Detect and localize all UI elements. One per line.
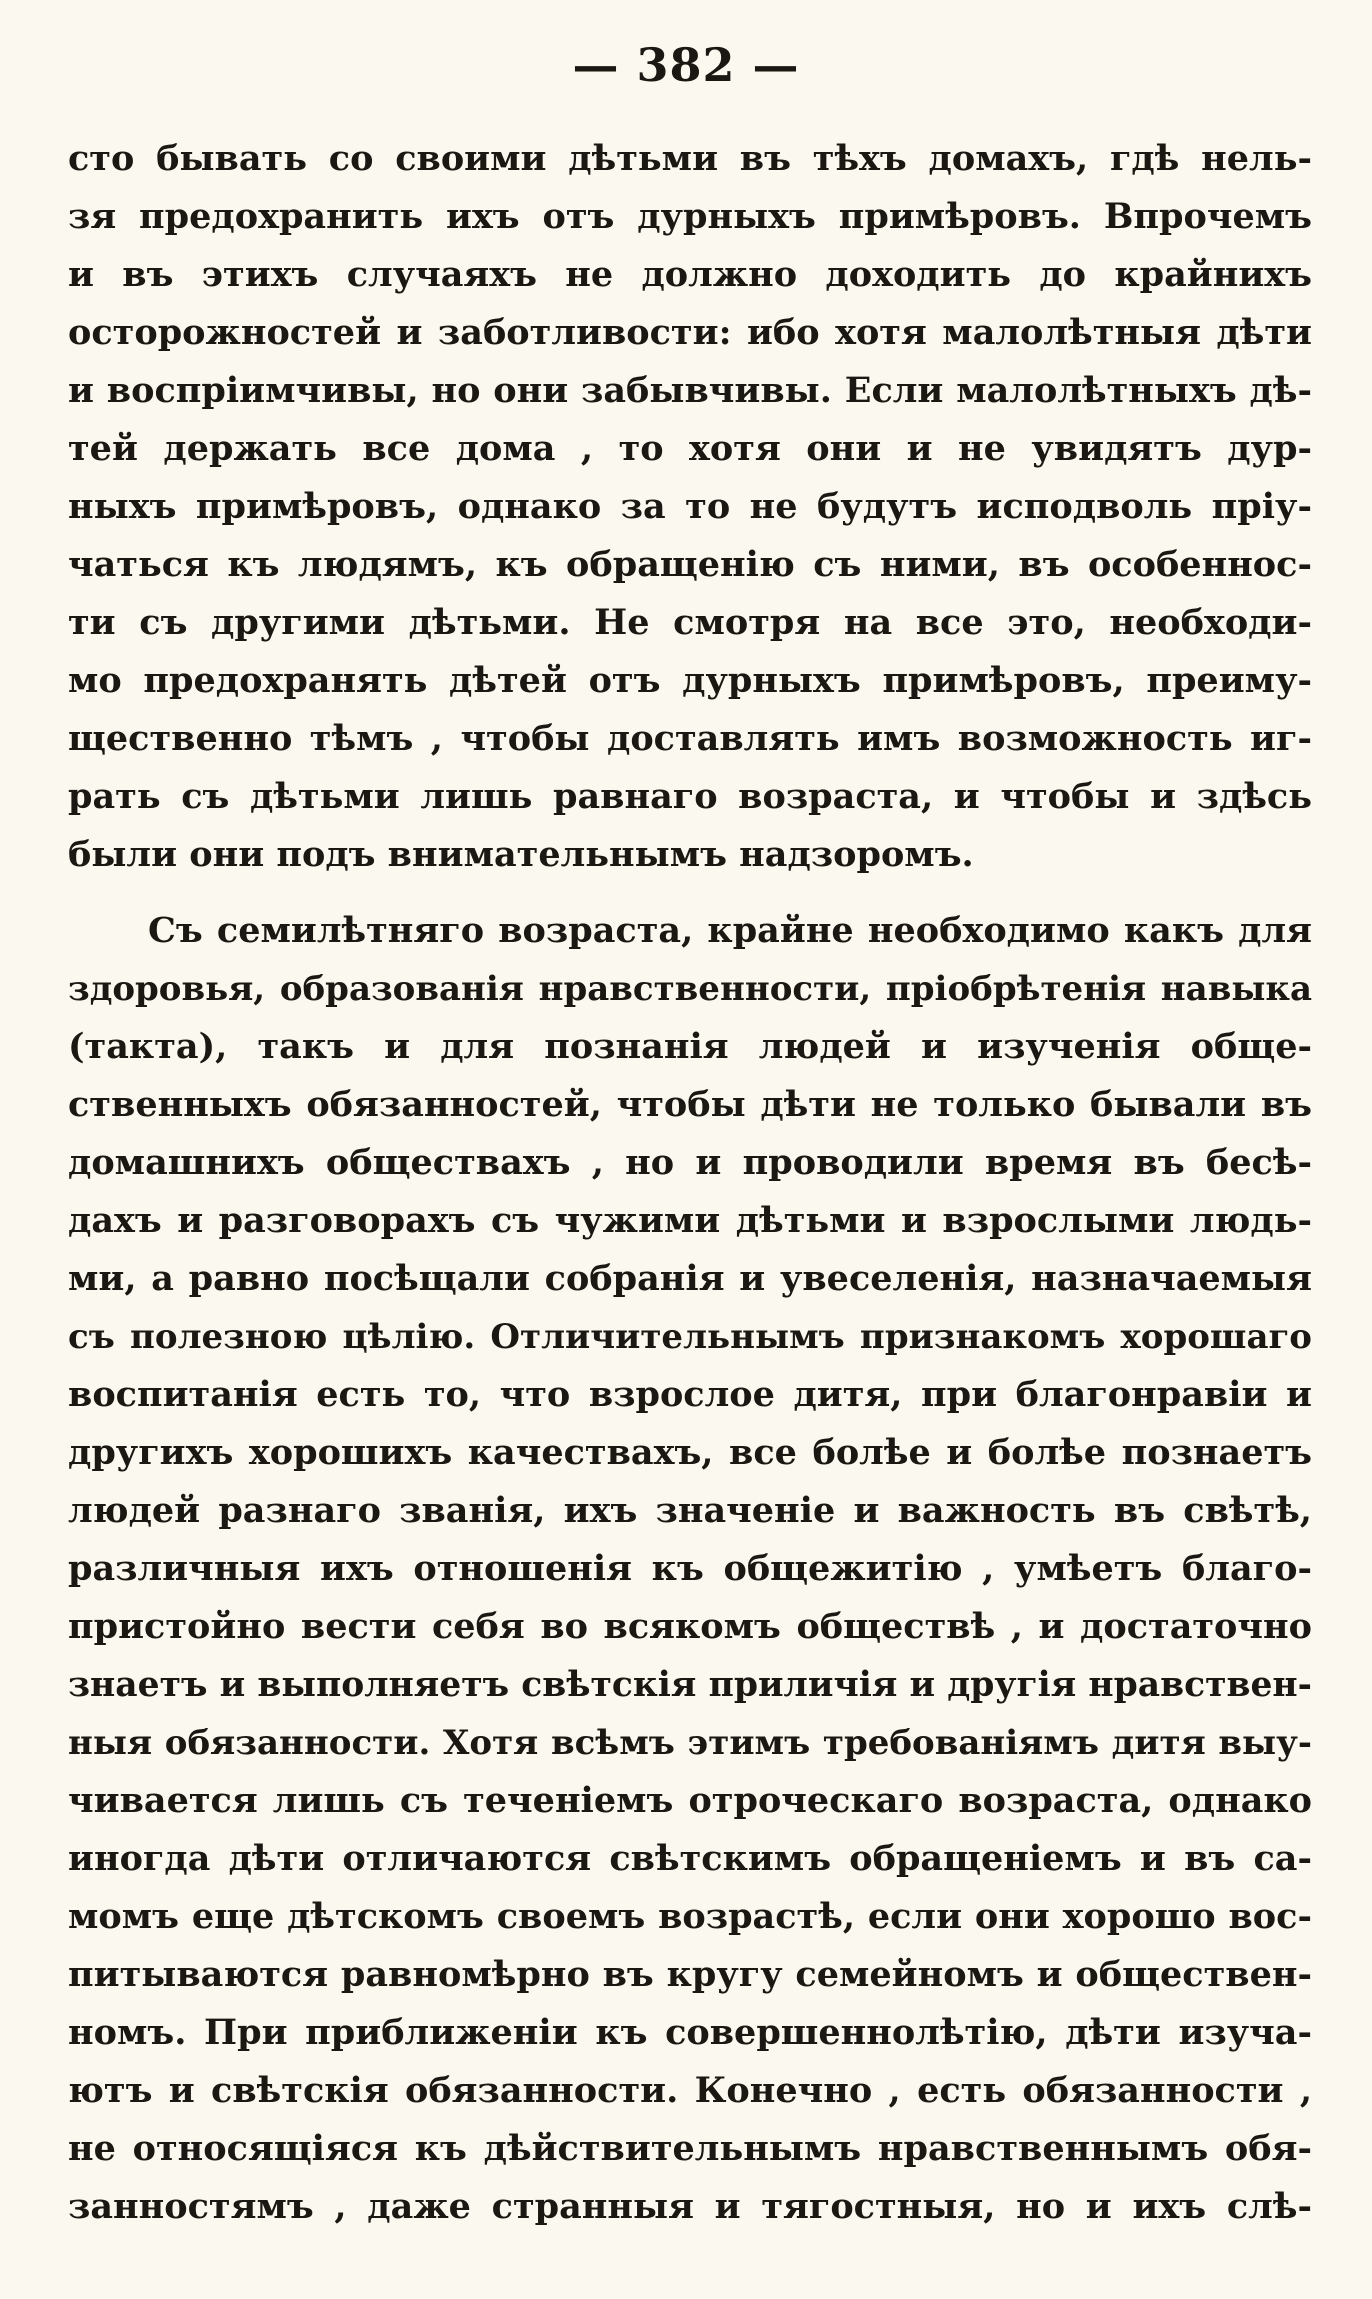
text-line: другихъ хорошихъ качествахъ, все болѣе и болѣе познаетъ [68,1432,1312,1473]
text-line: различныя ихъ отношенія къ общежитію , умѣетъ благо- [68,1548,1312,1589]
page-number: — 382 — [572,38,800,92]
text-line: воспитанія есть то, что взрослое дитя, при благонравіи и [68,1374,1312,1415]
text-line: иногда дѣти отличаются свѣтскимъ обращеніемъ и въ са- [68,1838,1312,1879]
text-line: ственныхъ обязанностей, чтобы дѣти не только бывали въ [68,1084,1312,1125]
page-text [68,130,1312,2236]
text-line: людей разнаго званія, ихъ значеніе и важность въ свѣтѣ, [68,1490,1312,1531]
text-line: (такта), такъ и для познанія людей и изученія обще- [68,1026,1312,1067]
text-line: ютъ и свѣтскія обязанности. Конечно , есть обязанности , [68,2070,1312,2111]
text-line: чивается лишь съ теченіемъ отроческаго возраста, однако [68,1780,1312,1821]
text-line: мо предохранять дѣтей отъ дурныхъ примѣровъ, преиму- [68,660,1312,701]
text-line: съ полезною цѣлію. Отличительнымъ признакомъ хорошаго [68,1317,1312,1357]
text-line: были они подъ внимательнымъ надзоромъ. [68,834,974,875]
text-line: здоровья, образованія нравственности, пріобрѣтенія навыка [68,969,1312,1009]
text-line: и въ этихъ случаяхъ не должно доходить до крайнихъ [68,254,1312,295]
text-line: осторожностей и заботливости: ибо хотя малолѣтныя дѣти [68,312,1312,353]
text-line: щественно тѣмъ , чтобы доставлять имъ возможность иг- [68,718,1312,759]
paragraph [68,130,1312,884]
text-line: номъ. При приближеніи къ совершеннолѣтію, дѣти изуча- [68,2012,1312,2053]
text-line: рать съ дѣтьми лишь равнаго возраста, и чтобы и здѣсь [68,776,1312,817]
text-line: момъ еще дѣтскомъ своемъ возрастѣ, если они хорошо вос- [68,1896,1312,1937]
text-line: домашнихъ обществахъ , но и проводили время въ бесѣ- [68,1142,1312,1183]
text-line: ти съ другими дѣтьми. Не смотря на все это, необходи- [68,602,1312,643]
text-line: и воспріимчивы, но они забывчивы. Если малолѣтныхъ дѣ- [68,370,1312,411]
text-line: не относящіяся къ дѣйствительнымъ нравственнымъ обя- [68,2128,1312,2169]
text-line: занностямъ , даже странныя и тягостныя, но и ихъ слѣ- [68,2186,1312,2227]
text-line: пристойно вести себя во всякомъ обществѣ , и достаточно [68,1606,1312,1647]
text-line: Съ семилѣтняго возраста, крайне необходимо какъ для [148,910,1312,951]
text-line: ныя обязанности. Хотя всѣмъ этимъ требованіямъ дитя выу- [68,1723,1312,1763]
text-line: тей держать все дома , то хотя они и не увидятъ дур- [68,428,1312,469]
text-line: дахъ и разговорахъ съ чужими дѣтьми и взрослыми людь- [68,1200,1312,1241]
text-line: сто бывать со своими дѣтьми въ тѣхъ домахъ, гдѣ нель- [68,138,1312,179]
text-line: ныхъ примѣровъ, однако за то не будутъ исподволь пріу- [68,486,1312,527]
text-line: чаться къ людямъ, къ обращенію съ ними, въ особеннос- [68,544,1312,585]
text-line: знаетъ и выполняетъ свѣтскія приличія и другія нравствен- [68,1665,1312,1705]
text-line: зя предохранить ихъ отъ дурныхъ примѣровъ. Впрочемъ [68,196,1312,237]
paragraph-gap [68,884,1312,902]
text-line: питываются равномѣрно въ кругу семейномъ и обществен- [68,1954,1312,1995]
paragraph [68,902,1312,2236]
text-line: ми, а равно посѣщали собранія и увеселенія, назначаемыя [68,1258,1312,1299]
